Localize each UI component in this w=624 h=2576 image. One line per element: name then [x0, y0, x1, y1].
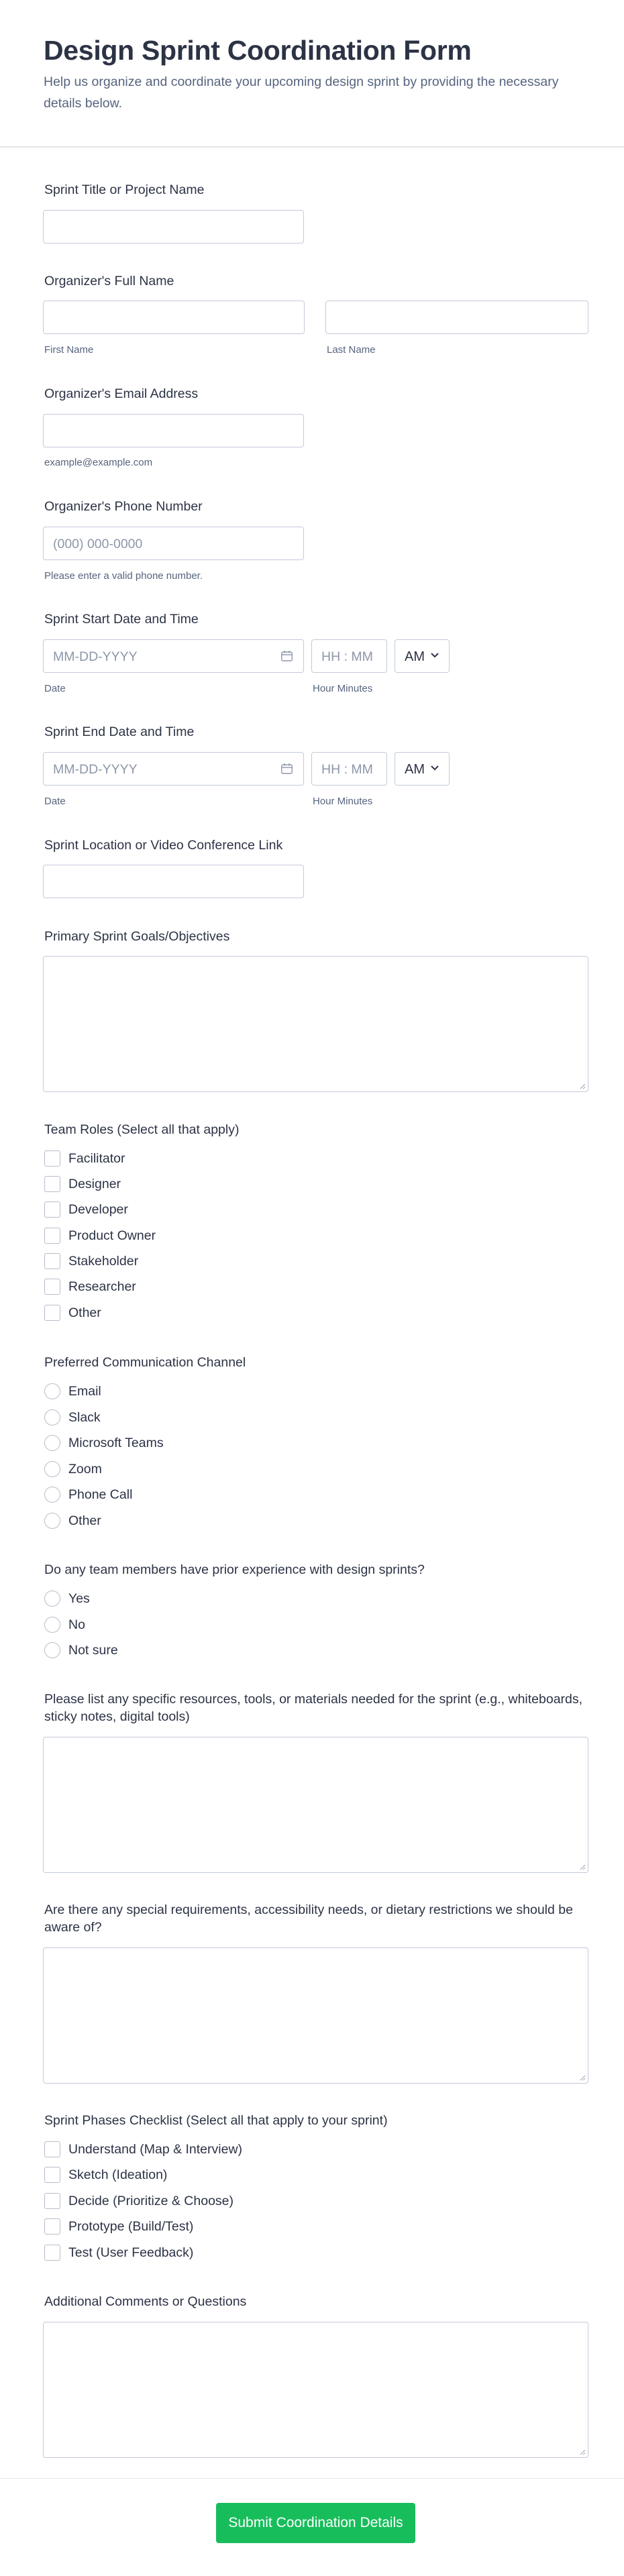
option-label: Sketch (Ideation): [68, 2167, 168, 2182]
radio-button[interactable]: [44, 1409, 60, 1426]
option-label: Email: [68, 1384, 101, 1399]
radio-button[interactable]: [44, 1513, 60, 1529]
option-label: Decide (Prioritize & Choose): [68, 2194, 234, 2208]
checkbox[interactable]: [44, 2245, 60, 2261]
radio-button[interactable]: [44, 1487, 60, 1503]
option-label: Understand (Map & Interview): [68, 2142, 243, 2157]
experience-label: Do any team members have prior experience with design sprints?: [44, 1562, 425, 1577]
phases-label: Sprint Phases Checklist (Select all that apply to your sprint): [44, 2113, 388, 2128]
end-ampm-select[interactable]: [395, 752, 450, 786]
checkbox[interactable]: [44, 1253, 60, 1269]
email-input[interactable]: [43, 414, 304, 447]
resize-grip-icon[interactable]: [579, 2074, 586, 2081]
option-label: Microsoft Teams: [68, 1436, 164, 1450]
resources-label: Please list any specific resources, tools, or materials needed for the sprint (e.g., whiteboards, sticky notes, digital tools): [44, 1692, 583, 1724]
calendar-icon[interactable]: [281, 651, 293, 661]
form-footer: [0, 2478, 624, 2576]
comments-label: Additional Comments or Questions: [44, 2294, 247, 2309]
submit-button[interactable]: Submit Coordination Details: [216, 2503, 415, 2543]
start-time-sublabel: Hour Minutes: [313, 683, 373, 694]
form-header: [0, 0, 624, 148]
option-label: Test (User Feedback): [68, 2245, 194, 2260]
checkbox[interactable]: [44, 1150, 60, 1167]
option-label: Slack: [68, 1410, 101, 1425]
checkbox[interactable]: [44, 1279, 60, 1295]
option-label: Researcher: [68, 1279, 136, 1294]
checkbox[interactable]: [44, 2193, 60, 2209]
team-roles-label: Team Roles (Select all that apply): [44, 1122, 240, 1137]
resize-grip-icon[interactable]: [579, 2449, 586, 2455]
sprint-title-label: Sprint Title or Project Name: [44, 182, 205, 197]
requirements-label: Are there any special requirements, accessibility needs, or dietary restrictions we should be aware of?: [44, 1902, 573, 1935]
email-sublabel: example@example.com: [44, 457, 153, 468]
checkbox[interactable]: [44, 1201, 60, 1218]
location-input[interactable]: [43, 865, 304, 898]
start-time-input[interactable]: [311, 639, 387, 673]
option-label: Yes: [68, 1591, 90, 1606]
radio-button[interactable]: [44, 1383, 60, 1399]
option-label: Designer: [68, 1177, 121, 1191]
chevron-down-icon: [430, 652, 439, 659]
start-datetime-label: Sprint Start Date and Time: [44, 612, 199, 627]
comments-textarea[interactable]: [43, 2322, 588, 2458]
phone-input[interactable]: [43, 527, 304, 560]
option-label: Other: [68, 1305, 101, 1320]
location-label: Sprint Location or Video Conference Link: [44, 838, 283, 853]
option-label: Facilitator: [68, 1151, 125, 1166]
form-title: Design Sprint Coordination Form: [44, 35, 472, 66]
checkbox[interactable]: [44, 2141, 60, 2157]
last-name-input[interactable]: [325, 301, 588, 334]
checkbox[interactable]: [44, 2218, 60, 2235]
start-time-placeholder: HH : MM: [321, 649, 373, 664]
last-name-sublabel: Last Name: [327, 344, 376, 356]
radio-button[interactable]: [44, 1591, 60, 1607]
start-ampm-value: AM: [405, 649, 425, 664]
option-label: Phone Call: [68, 1487, 133, 1502]
option-label: Prototype (Build/Test): [68, 2219, 194, 2234]
sprint-title-input[interactable]: [43, 210, 304, 244]
calendar-icon[interactable]: [281, 763, 293, 774]
first-name-sublabel: First Name: [44, 344, 94, 356]
requirements-textarea[interactable]: [43, 1947, 588, 2084]
end-time-placeholder: HH : MM: [321, 762, 373, 777]
start-date-input[interactable]: [43, 639, 304, 673]
goals-label: Primary Sprint Goals/Objectives: [44, 929, 230, 944]
phone-placeholder: (000) 000-0000: [53, 537, 143, 551]
organizer-name-label: Organizer's Full Name: [44, 274, 174, 288]
goals-textarea[interactable]: [43, 956, 588, 1092]
first-name-input[interactable]: [43, 301, 305, 334]
start-ampm-select[interactable]: [395, 639, 450, 673]
phone-sublabel: Please enter a valid phone number.: [44, 570, 203, 582]
end-date-placeholder: MM-DD-YYYY: [53, 762, 138, 777]
chevron-down-icon: [430, 765, 439, 771]
organizer-email-label: Organizer's Email Address: [44, 386, 199, 401]
checkbox[interactable]: [44, 1228, 60, 1244]
resize-grip-icon[interactable]: [579, 1864, 586, 1870]
option-label: Other: [68, 1513, 101, 1528]
checkbox[interactable]: [44, 1305, 60, 1321]
resize-grip-icon[interactable]: [579, 1083, 586, 1089]
checkbox[interactable]: [44, 1176, 60, 1192]
option-label: Product Owner: [68, 1228, 156, 1243]
radio-button[interactable]: [44, 1617, 60, 1633]
end-ampm-value: AM: [405, 762, 425, 777]
option-label: Not sure: [68, 1643, 118, 1658]
resources-textarea[interactable]: [43, 1737, 588, 1873]
end-date-input[interactable]: [43, 752, 304, 786]
checkbox[interactable]: [44, 2167, 60, 2183]
radio-button[interactable]: [44, 1642, 60, 1658]
end-date-sublabel: Date: [44, 796, 66, 807]
radio-button[interactable]: [44, 1461, 60, 1477]
form-description: Help us organize and coordinate your upcoming design sprint by providing the necessary details below.: [44, 74, 559, 111]
option-label: No: [68, 1617, 85, 1632]
organizer-phone-label: Organizer's Phone Number: [44, 499, 203, 514]
option-label: Developer: [68, 1202, 128, 1217]
end-time-input[interactable]: [311, 752, 387, 786]
start-date-placeholder: MM-DD-YYYY: [53, 649, 138, 664]
option-label: Zoom: [68, 1462, 102, 1477]
end-datetime-label: Sprint End Date and Time: [44, 724, 195, 739]
communication-label: Preferred Communication Channel: [44, 1355, 246, 1370]
radio-button[interactable]: [44, 1435, 60, 1451]
end-time-sublabel: Hour Minutes: [313, 796, 373, 807]
start-date-sublabel: Date: [44, 683, 66, 694]
option-label: Stakeholder: [68, 1254, 139, 1269]
